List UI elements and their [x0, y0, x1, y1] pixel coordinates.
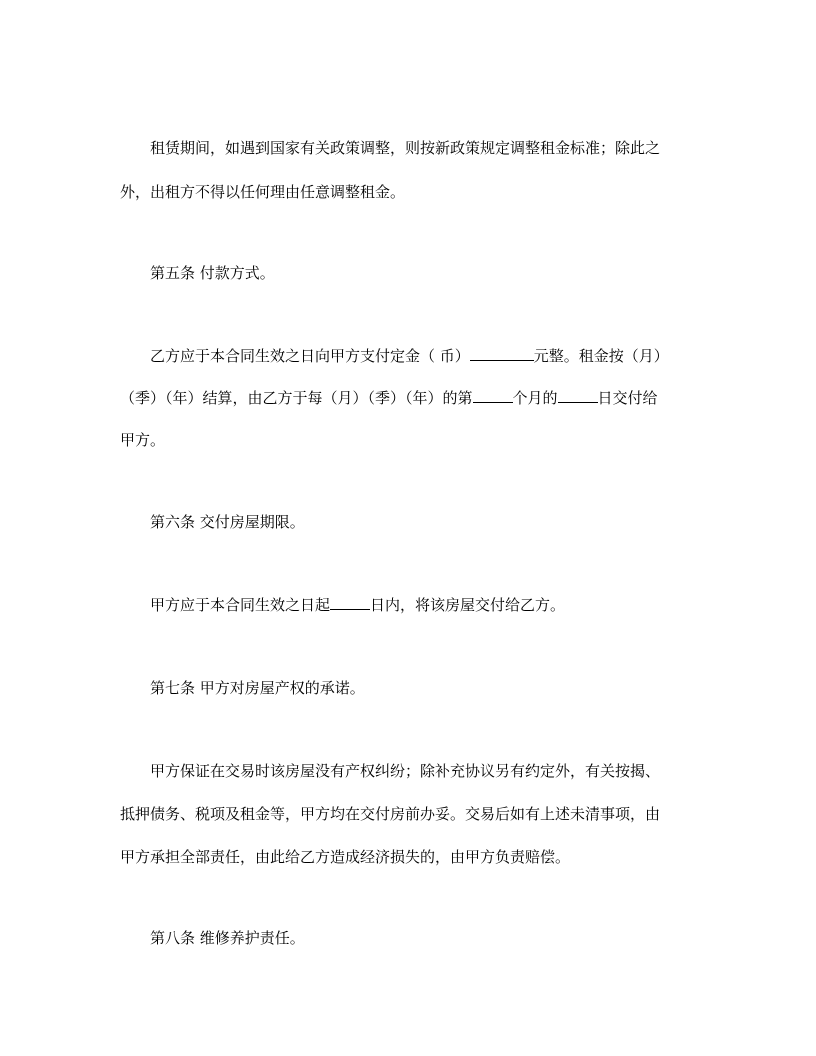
day-number-blank [558, 387, 598, 403]
article-8-heading: 第八条 维修养护责任。 [150, 929, 305, 947]
article-5-heading: 第五条 付款方式。 [150, 264, 275, 282]
paragraph-payment-line-1 [150, 345, 669, 367]
payment-line-2-text-a: （季）（年）结算，由乙方于每（月）（季）（年）的第 [120, 389, 473, 407]
delivery-days-blank [330, 594, 370, 610]
month-number-blank [473, 387, 513, 403]
delivery-text-a: 甲方应于本合同生效之日起 [150, 596, 331, 614]
article-6-heading: 第六条 交付房屋期限。 [150, 513, 305, 531]
paragraph-title-commitment-line-1: 甲方保证在交易时该房屋没有产权纠纷；除补充协议另有约定外，有关按揭、 [150, 762, 661, 780]
paragraph-rent-adjustment-line-2: 外，出租方不得以任何理由任意调整租金。 [120, 183, 406, 201]
paragraph-payment-line-2 [120, 387, 658, 409]
payment-line-2-text-c: 日交付给 [597, 389, 658, 407]
delivery-text-b: 日内，将该房屋交付给乙方。 [370, 596, 566, 614]
payment-line-2-text-b: 个月的 [512, 389, 558, 407]
paragraph-rent-adjustment-line-1: 租赁期间，如遇到国家有关政策调整，则按新政策规定调整租金标准；除此之 [150, 139, 661, 157]
paragraph-payment-line-3: 甲方。 [120, 431, 166, 449]
payment-line-1-text-b: 元整。租金按（月） [533, 347, 669, 365]
paragraph-title-commitment-line-2: 抵押债务、税项及租金等，甲方均在交付房前办妥。交易后如有上述未清事项，由 [120, 805, 661, 823]
paragraph-delivery-line-1 [150, 594, 565, 616]
deposit-amount-blank [470, 345, 534, 361]
paragraph-title-commitment-line-3: 甲方承担全部责任，由此给乙方造成经济损失的，由甲方负责赔偿。 [120, 848, 571, 866]
article-7-heading: 第七条 甲方对房屋产权的承诺。 [150, 679, 365, 697]
payment-line-1-text-a: 乙方应于本合同生效之日向甲方支付定金（ 币） [150, 347, 470, 365]
